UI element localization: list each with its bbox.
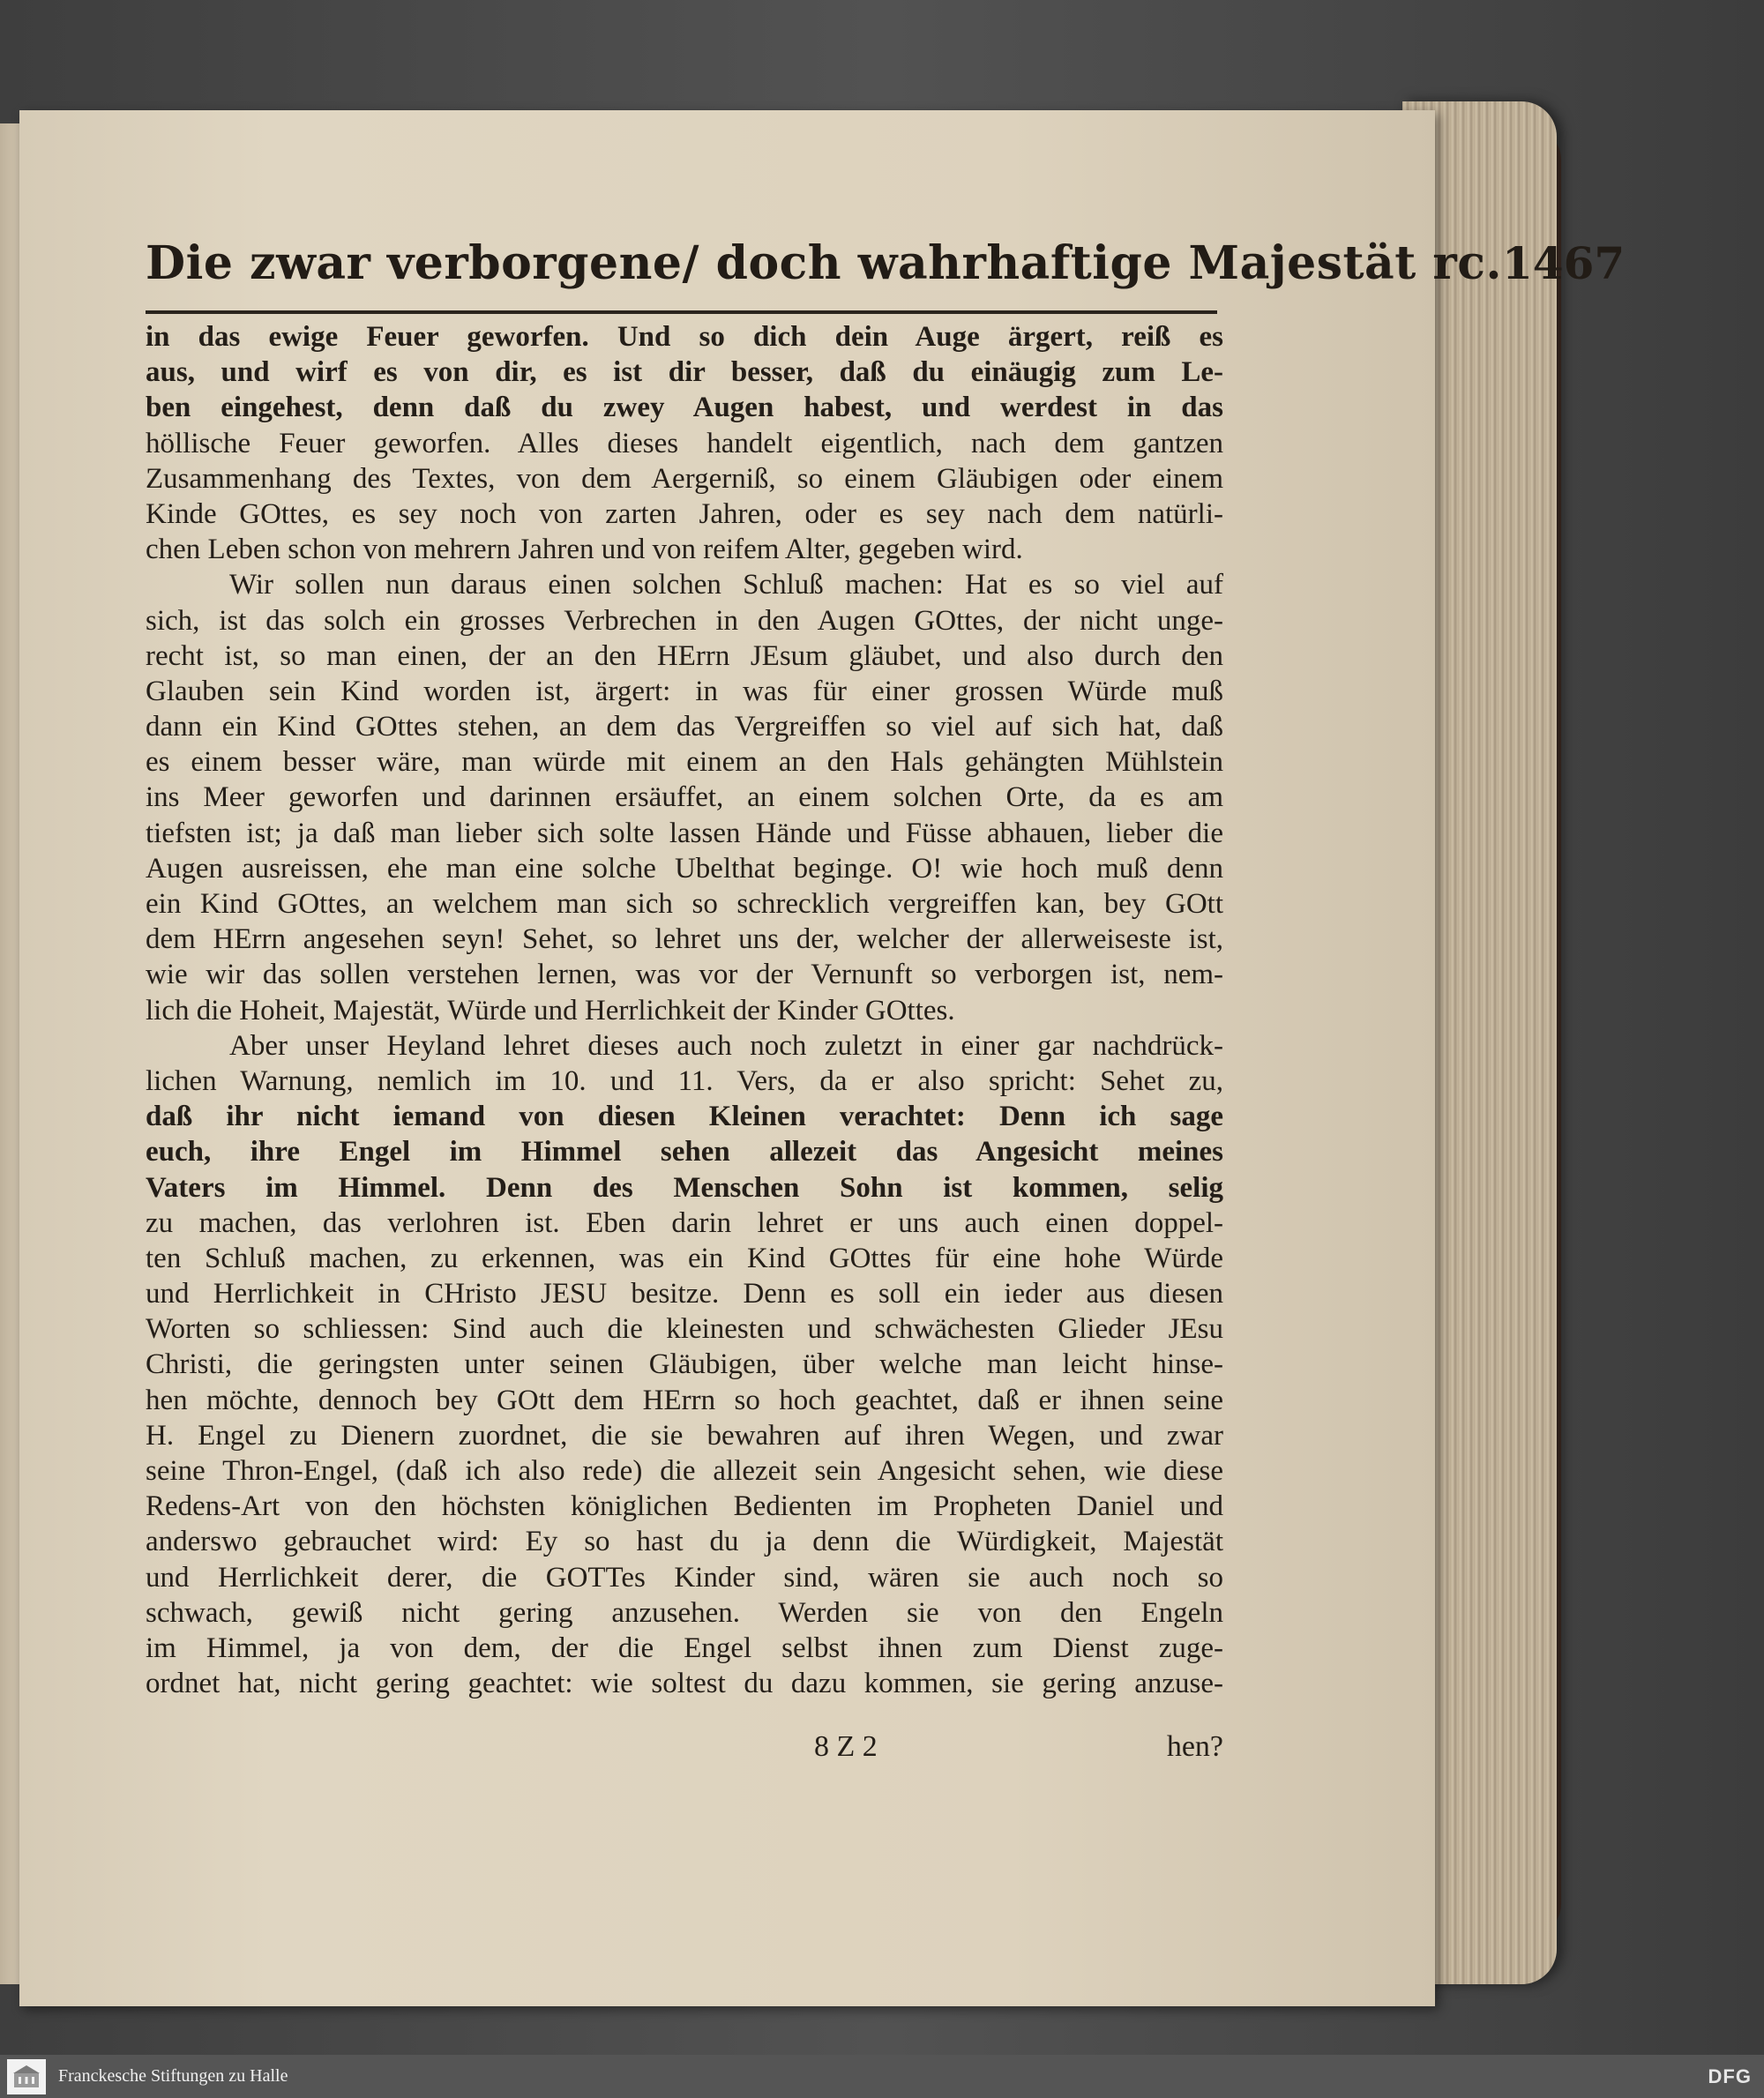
- text-line: Augen ausreissen, ehe man eine solche Ubelthat beginge. O! wie hoch muß denn: [146, 852, 1223, 885]
- text-line: und Herrlichkeit derer, die GOTTes Kinder sind, wären sie auch noch so: [146, 1561, 1223, 1594]
- text-line: euch, ihre Engel im Himmel sehen allezeit das Angesicht meines: [146, 1136, 1223, 1168]
- text-line: zu machen, das verlohren ist. Eben darin lehret er uns auch einen doppel-: [146, 1206, 1223, 1239]
- text-line: chen Leben schon von mehrern Jahren und von reifem Alter, gegeben wird.: [146, 534, 1023, 566]
- text-line: hen möchte, dennoch bey GOtt dem HErrn so hoch geachtet, daß er ihnen seine: [146, 1384, 1223, 1416]
- text-line: Redens-Art von den höchsten königlichen Bedienten im Propheten Daniel und: [146, 1490, 1223, 1523]
- running-head: [146, 236, 1626, 307]
- text-line: Wir sollen nun daraus einen solchen Schluß machen: Hat es so viel auf: [229, 569, 1223, 601]
- text-line: aus, und wirf es von dir, es ist dir besser, daß du einäugig zum Le-: [146, 356, 1223, 389]
- institution-name[interactable]: Franckesche Stiftungen zu Halle: [58, 2066, 288, 2086]
- viewer-footer-bar: [0, 2055, 1764, 2098]
- text-line: ordnet hat, nicht gering geachtet: wie soltest du dazu kommen, sie gering anzuse-: [146, 1668, 1223, 1700]
- institution-logo-icon: [7, 2059, 46, 2094]
- text-line: und Herrlichkeit in CHristo JESU besitze. Denn es soll ein ieder aus diesen: [146, 1278, 1223, 1310]
- text-line: dem HErrn angesehen seyn! Sehet, so lehret uns der, welcher der allerweiseste ist,: [146, 923, 1223, 956]
- text-line: Kinde GOttes, es sey noch von zarten Jahren, oder es sey nach dem natürli-: [146, 497, 1223, 530]
- text-line: anderswo gebrauchet wird: Ey so hast du ja denn die Würdigkeit, Majestät: [146, 1526, 1223, 1558]
- text-line: lichen Warnung, nemlich im 10. und 11. Vers, da er also spricht: Sehet zu,: [146, 1064, 1223, 1097]
- page-number: 1467: [1501, 237, 1626, 289]
- text-line: Zusammenhang des Textes, von dem Aergerniß, so einem Gläubigen oder einem: [146, 462, 1223, 495]
- signature-mark: 8 Z 2: [814, 1730, 878, 1763]
- text-line: Vaters im Himmel. Denn des Menschen Sohn ist kommen, selig: [146, 1171, 1223, 1204]
- catchword: hen?: [1166, 1730, 1223, 1763]
- text-line: lich die Hoheit, Majestät, Würde und Herrlichkeit der Kinder GOttes.: [146, 994, 955, 1027]
- text-line: ein Kind GOttes, an welchem man sich so schrecklich vergreiffen kan, bey GOtt: [146, 888, 1223, 920]
- text-line: sich, ist das solch ein grosses Verbrechen in den Augen GOttes, der nicht unge-: [146, 604, 1223, 637]
- text-line: wie wir das sollen verstehen lernen, was vor der Vernunft so verborgen ist, nem-: [146, 959, 1223, 991]
- running-title: Die zwar verborgene/ doch wahrhaftige Majestät rc.: [146, 236, 1502, 290]
- text-line: seine Thron-Engel, (daß ich also rede) die allezeit sein Angesicht sehen, wie diese: [146, 1455, 1223, 1487]
- body-text: [146, 319, 1223, 1701]
- dfg-logo[interactable]: DFG: [1708, 2064, 1752, 2087]
- text-line: dann ein Kind GOttes stehen, an dem das Vergreiffen so viel auf sich hat, daß: [146, 711, 1223, 743]
- text-line: ten Schluß machen, zu erkennen, was ein Kind GOttes für eine hohe Würde: [146, 1242, 1223, 1274]
- text-line: höllische Feuer geworfen. Alles dieses handelt eigentlich, nach dem gantzen: [146, 427, 1223, 459]
- text-line: tiefsten ist; ja daß man lieber sich solte lassen Hände und Füsse abhauen, lieber die: [146, 817, 1223, 849]
- header-rule: [146, 310, 1217, 314]
- signature-row: [146, 1730, 1223, 1774]
- text-line: Aber unser Heyland lehret dieses auch noch zuletzt in einer gar nachdrück-: [229, 1029, 1223, 1062]
- text-line: es einem besser wäre, man würde mit einem an den Hals gehängten Mühlstein: [146, 746, 1223, 779]
- text-line: Glauben sein Kind worden ist, ärgert: in was für einer grossen Würde muß: [146, 675, 1223, 707]
- text-line: im Himmel, ja von dem, der die Engel selbst ihnen zum Dienst zuge-: [146, 1631, 1223, 1664]
- text-line: recht ist, so man einen, der an den HErrn JEsum gläubet, und also durch den: [146, 639, 1223, 672]
- text-line: ins Meer geworfen und darinnen ersäuffet, an einem solchen Orte, da es am: [146, 781, 1223, 814]
- text-line: H. Engel zu Dienern zuordnet, die sie bewahren auf ihren Wegen, und zwar: [146, 1419, 1223, 1452]
- text-line: daß ihr nicht iemand von diesen Kleinen verachtet: Denn ich sage: [146, 1101, 1223, 1133]
- text-line: in das ewige Feuer geworfen. Und so dich dein Auge ärgert, reiß es: [146, 321, 1223, 353]
- text-line: ben eingehest, denn daß du zwey Augen habest, und werdest in das: [146, 392, 1223, 424]
- text-line: Christi, die geringsten unter seinen Gläubigen, über welche man leicht hinse-: [146, 1348, 1223, 1381]
- text-line: schwach, gewiß nicht gering anzusehen. Werden sie von den Engeln: [146, 1596, 1223, 1629]
- text-line: Worten so schliessen: Sind auch die kleinesten und schwächesten Glieder JEsu: [146, 1313, 1223, 1346]
